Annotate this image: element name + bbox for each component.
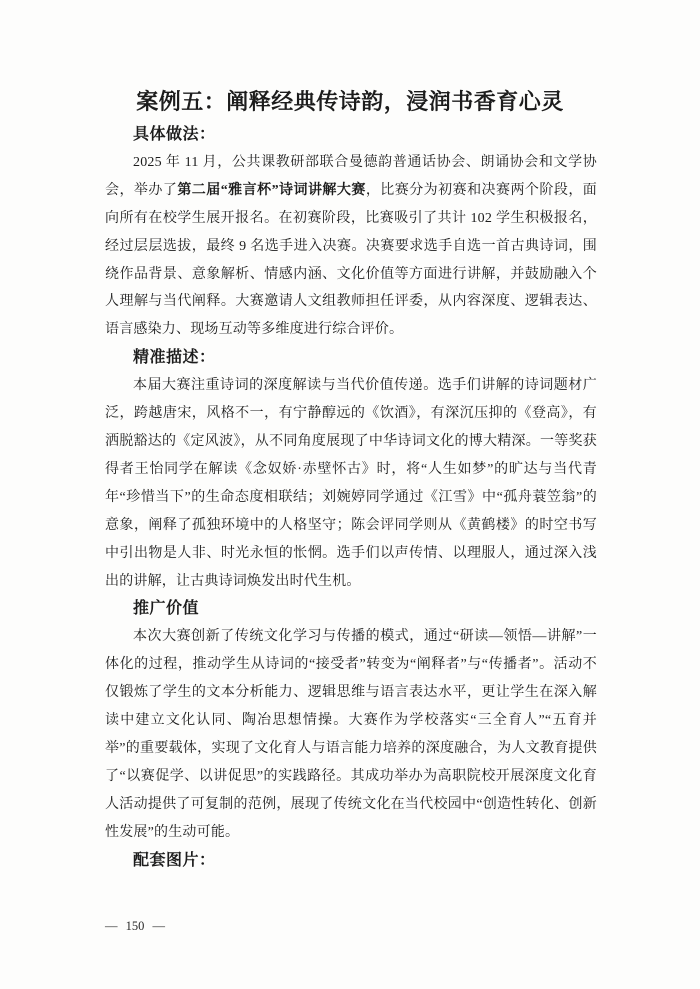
section-heading-promotion-value: 推广价值 [133,600,200,618]
bold-text-run: 第二届“雅言杯”诗词讲解大赛 [177,182,366,198]
paragraph-promotion-value: 本次大赛创新了传统文化学习与传播的模式，通过“研读—领悟—讲解”一体化的过程，推动学生从诗词的“接受者”转变为“阐释者”与“传播者”。活动不仅锻炼了学生的文本分析能力、逻辑思维与语言表达水平，更让学生在深入解读中建立文化认同、陶冶思想情操。大赛作为学校落实“三全育人”“五育并举”的重要载体，实现了文化育人与语言能力培养的深度融合，为人文教育提供了“以赛促学、以讲促思”的实践路径。其成功举办为高职院校开展深度文化育人活动提供了可复制的范例，展现了传统文化在当代校园中“创造性转化、创新性发展”的生动可能。 [105,629,597,840]
text-run: 2025 年 11 月，公共课教研部联合曼德韵普通话协会、朗诵协会和文学协会，举办了 [105,154,597,198]
section-heading-accompanying-images: 配套图片： [133,851,216,869]
paragraph-specific-practices [105,149,597,344]
page-number: — 150 — [105,919,165,933]
text-run: ，比赛分为初赛和决赛两个阶段，面向所有在校学生展开报名。在初赛阶段，比赛吸引了共计 102 学生积极报名，经过层层选拔，最终 9 名选手进入决赛。决赛要求选手自选一首古典诗词，围绕作品背景、意象解析、情感内涵、文化价值等方面进行讲解，并鼓励融入个人理解与当代阐释。大赛邀请人文组教师担任评委，从内容深度、逻辑表达、语言感染力、现场互动等多维度进行综合评价。 [105,182,597,338]
document-body [105,121,597,874]
section-heading-precise-description: 精准描述： [133,349,216,367]
paragraph-precise-description: 本届大赛注重诗词的深度解读与当代价值传递。选手们讲解的诗词题材广泛，跨越唐宋，风格不一，有宁静醇远的《饮酒》，有深沉压抑的《登高》，有洒脱豁达的《定风波》，从不同角度展现了中华诗词文化的博大精深。一等奖获得者王怡同学在解读《念奴娇·赤壁怀古》时，将“人生如梦”的旷达与当代青年“珍惜当下”的生命态度相联结；刘婉婷同学通过《江雪》中“孤舟蓑笠翁”的意象，阐释了孤独环境中的人格坚守；陈会评同学则从《黄鹤楼》的时空书写中引出物是人非、时光永恒的怅惘。选手们以声传情、以理服人，通过深入浅出的讲解，让古典诗词焕发出时代生机。 [105,378,597,589]
section-heading-specific-practices: 具体做法： [133,126,216,143]
page-title: 案例五：阐释经典传诗韵，浸润书香育心灵 [136,89,564,114]
